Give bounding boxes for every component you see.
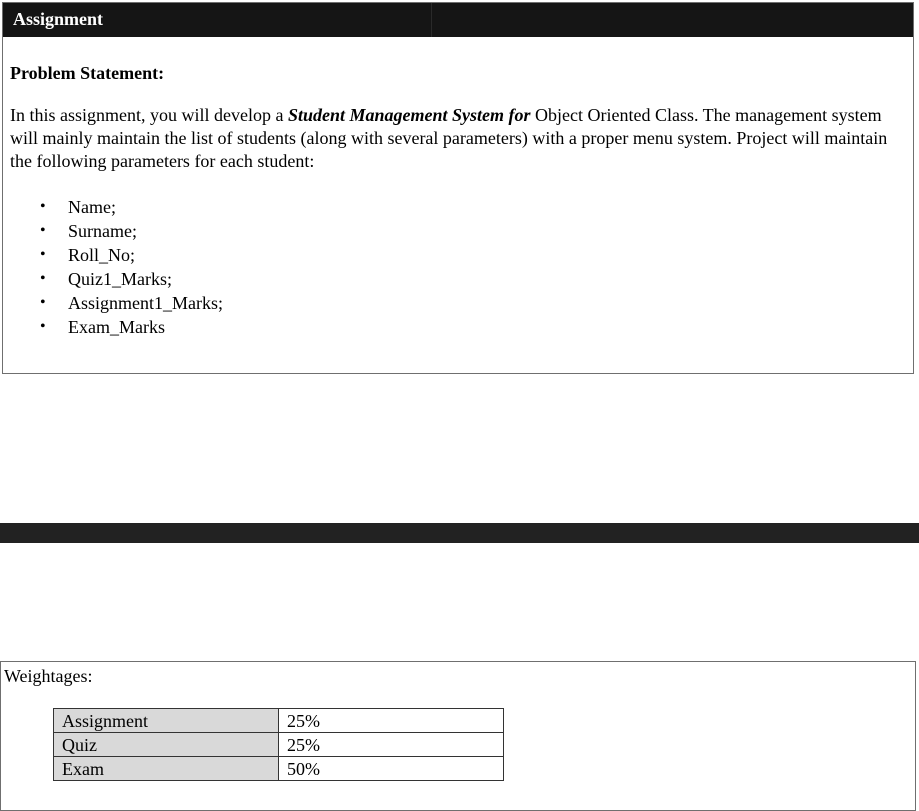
table-cell-item: Quiz: [54, 733, 279, 757]
list-item: [36, 291, 223, 315]
bullet-icon: •: [40, 222, 46, 239]
weightages-box: [0, 661, 916, 811]
problem-statement-paragraph: [10, 104, 910, 173]
bullet-icon: •: [40, 270, 46, 287]
list-item: [36, 315, 223, 339]
table-cell-weight: 50%: [279, 757, 504, 781]
section-divider-bar: [0, 523, 919, 543]
table-cell-weight: 25%: [279, 733, 504, 757]
list-item-text: Assignment1_Marks;: [68, 293, 223, 313]
list-item-text: Roll_No;: [68, 245, 136, 265]
bullet-icon: •: [40, 318, 46, 335]
table-row: [54, 733, 504, 757]
bullet-icon: •: [40, 294, 46, 311]
table-row: [54, 709, 504, 733]
bullet-icon: •: [40, 198, 46, 215]
assignment-title: Assignment: [13, 9, 104, 29]
problem-statement-heading: Problem Statement:: [10, 63, 165, 83]
weightages-label: Weightages:: [4, 666, 93, 686]
list-item: [36, 243, 223, 267]
list-item: [36, 267, 223, 291]
weightages-table: [53, 708, 504, 781]
table-cell-weight: 25%: [279, 709, 504, 733]
bullet-icon: •: [40, 246, 46, 263]
list-item-text: Quiz1_Marks;: [68, 269, 172, 289]
list-item: [36, 219, 223, 243]
paragraph-text-before: In this assignment, you will develop a: [10, 105, 288, 125]
list-item: [36, 195, 223, 219]
list-item-text: Name;: [68, 197, 116, 217]
table-cell-item: Assignment: [54, 709, 279, 733]
table-row: [54, 757, 504, 781]
paragraph-text-after: Object Oriented Class. The management system will mainly maintain the list of students (along with several parameters) with a proper menu system. Project will maintain the following parameters for each student:: [10, 105, 888, 171]
paragraph-emphasis: Student Management System for: [287, 105, 531, 125]
list-item-text: Exam_Marks: [68, 317, 165, 337]
list-item-text: Surname;: [68, 221, 137, 241]
assignment-header: [3, 3, 913, 37]
table-cell-item: Exam: [54, 757, 279, 781]
header-divider: [431, 3, 432, 37]
parameter-list: [36, 195, 223, 339]
